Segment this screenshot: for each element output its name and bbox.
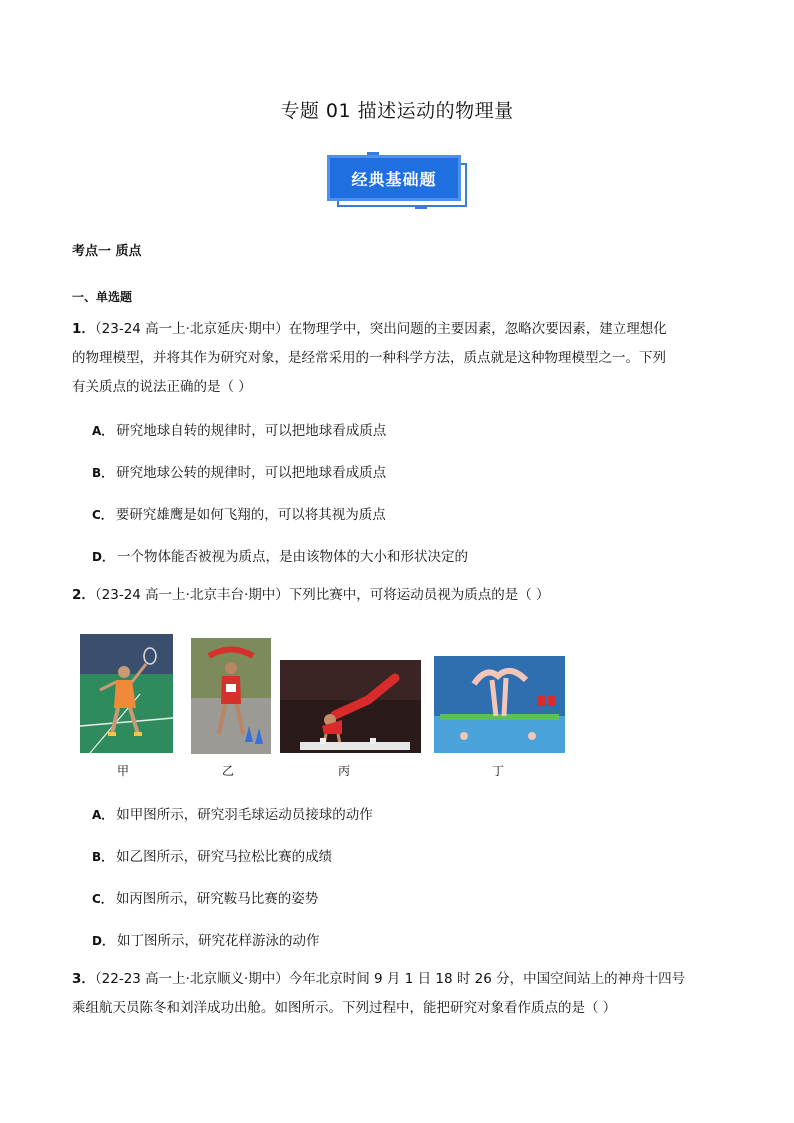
q1-option-d[interactable] — [92, 545, 468, 565]
q2-option-d[interactable] — [92, 929, 319, 949]
question-3 — [72, 965, 724, 1023]
option-label: C． — [92, 508, 113, 522]
caption-ding: 丁 — [492, 764, 505, 778]
q2-option-b[interactable] — [92, 845, 332, 865]
option-text: 研究地球自转的规律时，可以把地球看成质点 — [116, 423, 387, 439]
question-number: 3． — [72, 971, 95, 987]
question-1-line-1 — [72, 315, 724, 344]
caption-jia: 甲 — [117, 764, 130, 778]
option-label: D． — [92, 550, 114, 564]
option-label: B． — [92, 850, 114, 864]
q2-option-a[interactable] — [92, 803, 373, 823]
q1-option-a[interactable] — [92, 419, 386, 439]
option-text: 要研究雄鹰是如何飞翔的，可以将其视为质点 — [115, 507, 386, 523]
option-text: 如乙图所示，研究马拉松比赛的成绩 — [116, 849, 333, 865]
q1-option-b[interactable] — [92, 461, 386, 481]
option-label: A． — [92, 808, 114, 822]
option-label: A． — [92, 424, 114, 438]
caption-yi: 乙 — [222, 764, 235, 778]
question-3-line-1 — [72, 965, 724, 994]
question-1 — [72, 315, 724, 402]
option-text: 一个物体能否被视为质点，是由该物体的大小和形状决定的 — [116, 549, 468, 565]
marathon-photo — [191, 638, 271, 754]
difficulty-badge — [327, 155, 469, 209]
question-2 — [72, 581, 724, 610]
option-label: B． — [92, 466, 114, 480]
topic-heading: 考点一 质点 — [72, 244, 142, 259]
caption-bing: 丙 — [338, 764, 351, 778]
badge-label: 经典基础题 — [327, 155, 461, 201]
badminton-photo — [80, 634, 173, 753]
question-text: （23-24 高一上·北京延庆·期中）在物理学中，突出问题的主要因素，忽略次要因素，建立理想化 — [94, 321, 667, 337]
option-text: 如甲图所示，研究羽毛球运动员接球的动作 — [116, 807, 373, 823]
question-1-line-3: 有关质点的说法正确的是（ ） — [72, 379, 252, 395]
option-text: 研究地球公转的规律时，可以把地球看成质点 — [116, 465, 387, 481]
page-title: 专题 01 描述运动的物理量 — [280, 100, 514, 122]
q1-option-c[interactable] — [92, 503, 386, 523]
option-text: 如丁图所示，研究花样游泳的动作 — [116, 933, 320, 949]
question-1-line-2: 的物理模型，并将其作为研究对象，是经常采用的一种科学方法，质点就是这种物理模型之一。下列 — [72, 350, 666, 366]
question-3-line-2: 乘组航天员陈冬和刘洋成功出舱。如图所示。下列过程中，能把研究对象看作质点的是（ ） — [72, 1000, 617, 1016]
synchronized-swimming-photo — [434, 656, 565, 753]
question-number: 2． — [72, 587, 95, 603]
q2-option-c[interactable] — [92, 887, 318, 907]
badge-tick — [415, 206, 427, 209]
question-number: 1． — [72, 321, 95, 337]
question-text: （22-23 高一上·北京顺义·期中）今年北京时间 9 月 1 日 18 时 26 分，中国空间站上的神舟十四号 — [94, 971, 686, 987]
pommel-horse-photo — [280, 660, 421, 753]
option-label: C． — [92, 892, 113, 906]
option-label: D． — [92, 934, 114, 948]
option-text: 如丙图所示，研究鞍马比赛的姿势 — [115, 891, 319, 907]
question-2-line-1 — [72, 581, 724, 610]
question-text: （23-24 高一上·北京丰台·期中）下列比赛中，可将运动员视为质点的是（ ） — [94, 587, 550, 603]
section-heading: 一、单选题 — [72, 290, 133, 304]
